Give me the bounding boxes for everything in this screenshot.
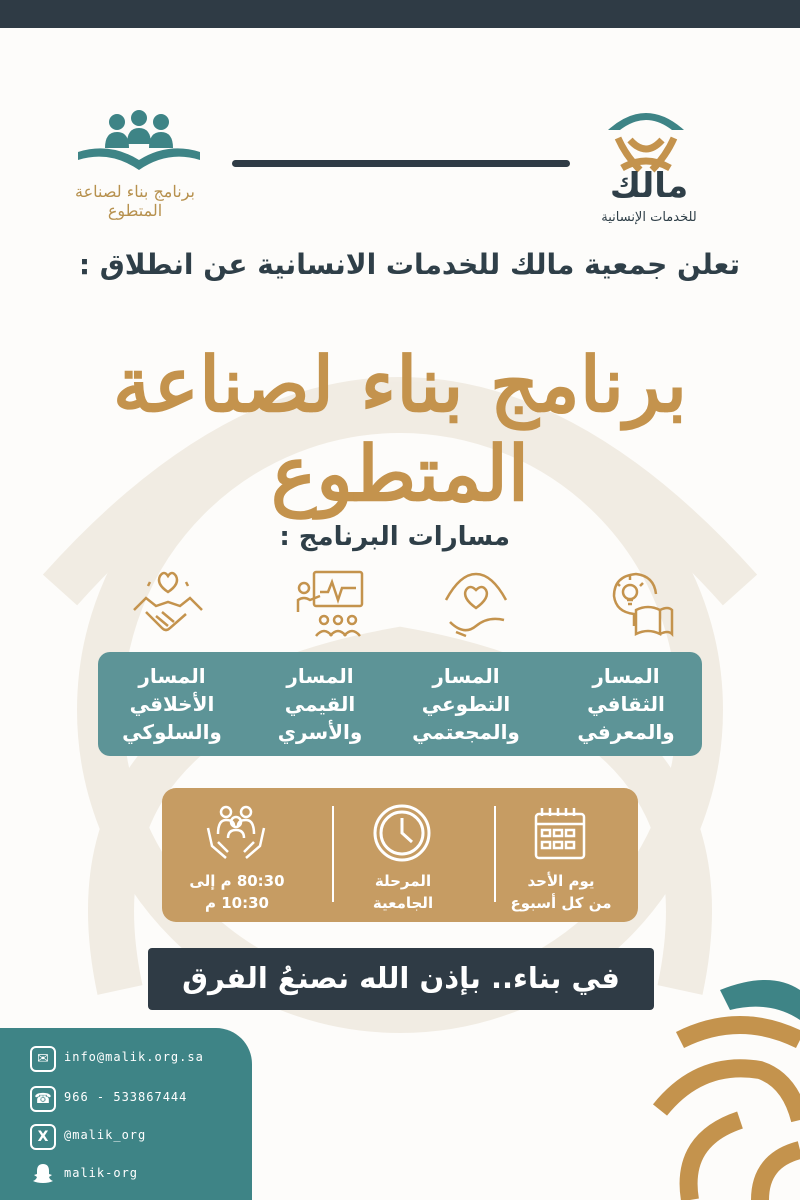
track-ethics-label: المسار الأخلاقي والسلوكي — [122, 664, 222, 744]
tracks-heading: مسارات البرنامج : — [279, 522, 510, 552]
schedule-day: يوم الأحد من كل أسبوع — [510, 872, 612, 912]
corner-ornament-icon — [620, 960, 800, 1200]
announcement-text: تعلن جمعية مالك للخدمات الانسانية عن انطلاق : — [78, 248, 740, 281]
snapchat-icon — [30, 1162, 56, 1188]
info-divider-2 — [332, 806, 334, 902]
program-title: برنامج بناء لصناعة المتطوع — [112, 340, 688, 518]
contact-x-handle[interactable]: @malik_org — [64, 1128, 147, 1142]
contact-snapchat[interactable]: malik-org — [64, 1166, 139, 1180]
head-book-icon — [596, 566, 676, 642]
contact-phone-row[interactable] — [30, 1086, 240, 1112]
slogan-banner: في بناء.. بإذن الله نصنعُ الفرق — [148, 948, 654, 1010]
track-cultural-label: المسار الثقافي والمعرفي — [577, 664, 675, 744]
header-divider — [232, 160, 570, 167]
contact-email-row[interactable] — [30, 1046, 240, 1072]
track-values-label: المسار القيمي والأسري — [277, 664, 363, 744]
email-icon: ✉ — [30, 1046, 56, 1072]
schedule-panel — [162, 788, 638, 922]
community-hands-icon — [204, 802, 268, 864]
schedule-time: 80:30 م إلى 10:30 م — [189, 872, 285, 912]
contact-phone[interactable]: 966 - 533867444 — [64, 1090, 188, 1104]
x-icon: X — [30, 1124, 56, 1150]
phone-icon: ☎ — [30, 1086, 56, 1112]
program-logo-caption: برنامج بناء لصناعة المتطوع — [75, 182, 195, 220]
hands-heart-icon — [436, 566, 516, 642]
contact-snapchat-row[interactable] — [30, 1162, 240, 1188]
presentation-icon — [290, 566, 370, 642]
handshake-heart-icon — [128, 566, 208, 642]
brand-subtitle: للخدمات الإنسانية — [601, 210, 697, 225]
tracks-panel — [98, 652, 702, 756]
program-logo-icon — [70, 108, 208, 178]
clock-icon — [370, 802, 434, 864]
contact-panel — [0, 1028, 252, 1200]
track-volunteer-label: المسار التطوعي والمجعتمي — [412, 664, 520, 744]
contact-x-row[interactable] — [30, 1124, 240, 1150]
calendar-icon — [528, 802, 592, 864]
top-bar — [0, 0, 800, 28]
target-stage: المرحلة الجامعية — [372, 872, 434, 912]
contact-email[interactable]: info@malik.org.sa — [64, 1050, 204, 1064]
brand-name: مالك — [609, 166, 689, 206]
